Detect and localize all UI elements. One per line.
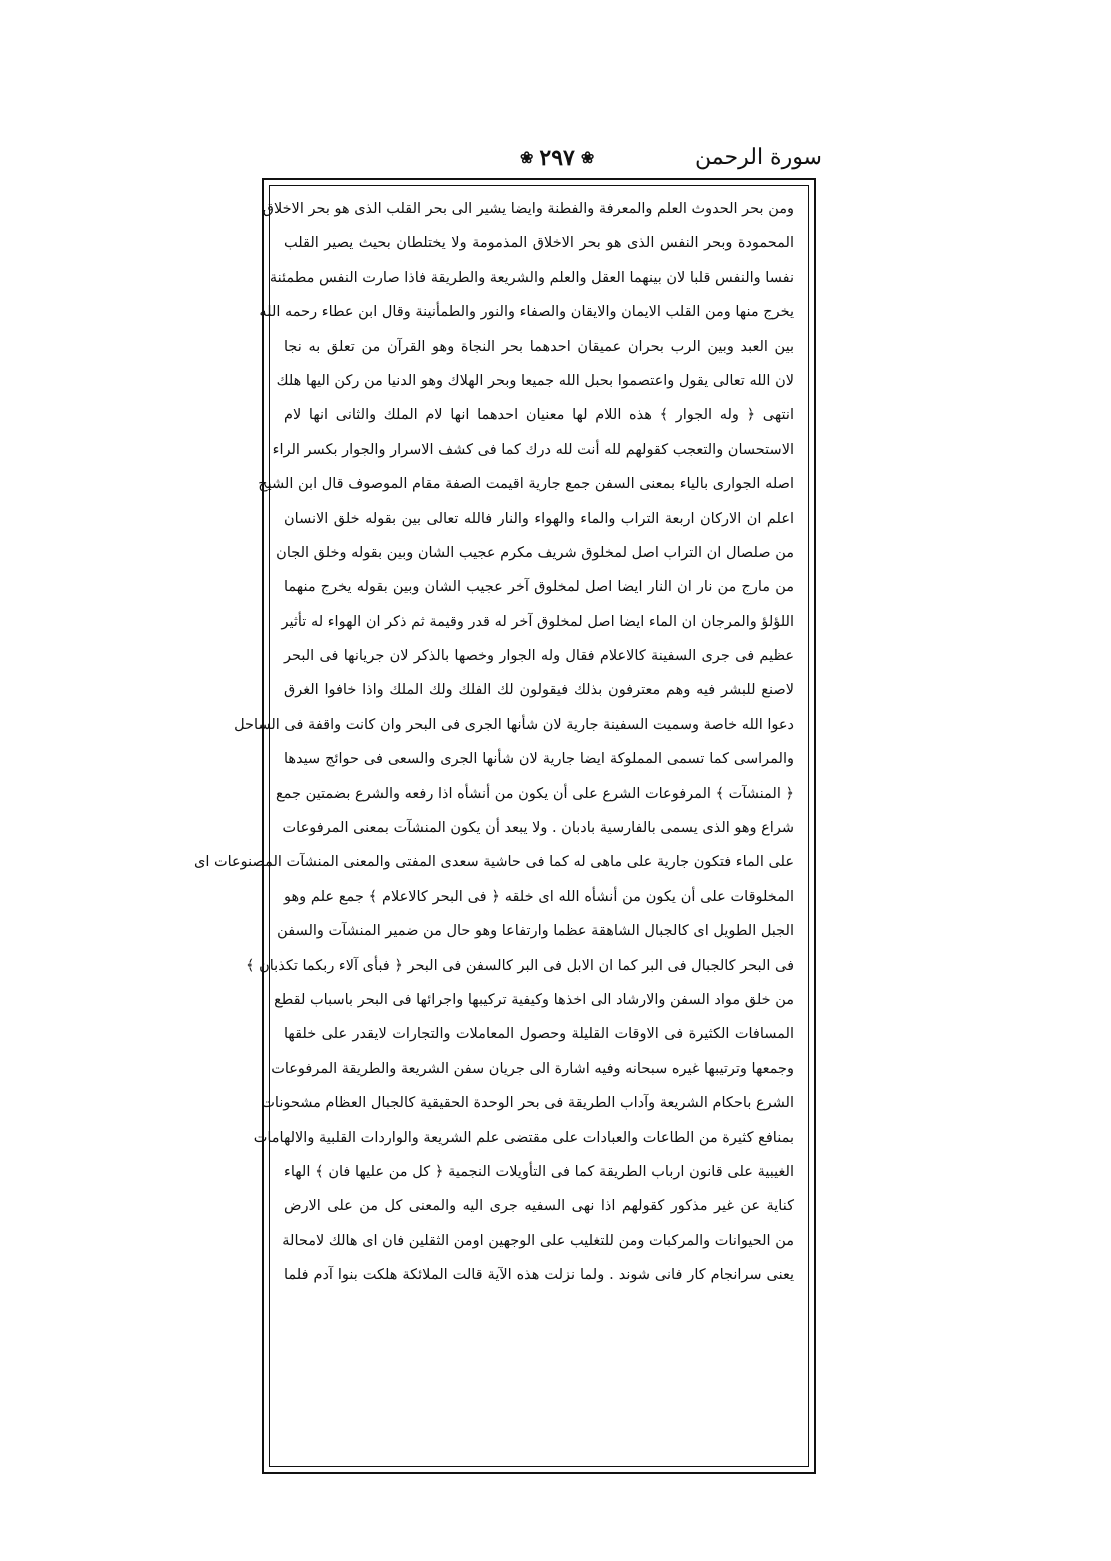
text-line: الغيبية على قانون ارباب الطريقة كما فى التأويلات النجمية ﴿ كل من عليها فان ﴾ الهاء [284, 1163, 794, 1180]
text-line: المسافات الكثيرة فى الاوقات القليلة وحصول المعاملات والتجارات لايقدر على خلقها [284, 1026, 794, 1043]
text-line: من الحيوانات والمركبات ومن للتغليب على الوجهين اومن الثقلين فان اى هالك لامحالة [282, 1232, 794, 1249]
text-line: انتهى ﴿ وله الجوار ﴾ هذه اللام لها معنيان احدهما انها لام الملك والثانى انها لام [284, 407, 794, 424]
text-line: بين العبد وبين الرب بحران عميقان احدهما بحر النجاة وهو القرآن من تعلق به نجا [284, 338, 794, 355]
text-line: من مارج من نار ان النار ايضا اصل لمخلوق آخر عجيب الشان وبين بقوله يخرج منهما [284, 579, 794, 596]
text-line: على الماء فتكون جارية على ماهى له كما فى حاشية سعدى المفتى والمعنى المنشآت المصنوعات اى [193, 854, 794, 871]
text-line: فى البحر كالجبال فى البر كما ان الابل فى البر كالسفن فى البحر ﴿ فبأى آلاء ربكما تكذبان ﴾ [246, 957, 794, 974]
surah-title: سورة الرحمن [695, 145, 822, 170]
text-line: اللؤلؤ والمرجان ان الماء ايضا اصل لمخلوق آخر له قدر وقيمة ثم ذكر ان الهواء له تأثير [281, 613, 794, 630]
text-line: المحمودة وبحر النفس الذى هو بحر الاخلاق المذمومة ولا يختلطان بحيث يصير القلب [284, 235, 794, 252]
text-line: ومن بحر الحدوث العلم والمعرفة والفطنة وايضا يشير الى بحر القلب الذى هو بحر الاخلاق [262, 201, 794, 217]
ornament-left-icon: ❀ [520, 148, 534, 167]
text-line: نفسا والنفس قلبا لان بينهما العقل والعلم والشريعة والطريقة فاذا صارت النفس مطمئنة [269, 269, 794, 286]
text-line: كناية عن غير مذكور كقولهم اذا نهى السفيه جرى اليه والمعنى كل من على الارض [284, 1198, 794, 1215]
page-number: ٢٩٧ [539, 145, 575, 171]
text-line: يخرج منها ومن القلب الايمان والايقان والصفاء والنور والطمأنينة وقال ابن عطاء رحمه الله [259, 304, 794, 321]
text-line: بمنافع كثيرة من الطاعات والعبادات على مقتضى علم الشريعة والواردات القلبية والالهامات [253, 1129, 794, 1146]
text-line: يعنى سرانجام كار فانى شوند . ولما نزلت هذه الآية قالت الملائكة هلكت بنوا آدم فلما [284, 1267, 794, 1284]
text-line: الاستحسان والتعجب كقولهم لله أنت لله درك كما فى كشف الاسرار والجوار بكسر الراء [272, 441, 794, 458]
text-line: الشرع باحكام الشريعة وآداب الطريقة فى بحر الوحدة الحقيقية كالجبال العظام مشحونات [261, 1095, 794, 1112]
text-line: ﴿ المنشآت ﴾ المرفوعات الشرع على أن يكون من أنشأه اذا رفعه والشرع بضمتين جمع [275, 785, 794, 802]
text-line: اعلم ان الاركان اربعة التراب والماء والهواء والنار فالله تعالى بين بقوله خلق الانسان [284, 510, 794, 527]
text-line: من صلصال ان التراب اصل لمخلوق شريف مكرم عجيب الشان وبين بقوله وخلق الجان [276, 544, 794, 561]
ornament-right-icon: ❀ [580, 148, 595, 167]
text-frame-inner [193, 185, 809, 1467]
page-number-group [520, 140, 594, 176]
page-header [262, 140, 822, 176]
text-line: لاصنع للبشر فيه وهم معترفون بذلك فيقولون لك الفلك ولك الملك واذا خافوا الغرق [284, 682, 794, 699]
text-line: اصله الجوارى بالياء بمعنى السفن جمع جارية اقيمت الصفة مقام الموصوف قال ابن الشيخ [258, 476, 794, 493]
text-frame [193, 178, 816, 1474]
text-column [193, 192, 794, 1460]
text-line: وجمعها وترتيبها غيره سبحانه وفيه اشارة الى جريان سفن الشريعة والطريقة المرفوعات [271, 1060, 794, 1077]
text-line: والمراسى كما تسمى المملوكة ايضا جارية لان شأنها الجرى والسعى فى حوائج سيدها [284, 751, 794, 768]
text-line: الجبل الطويل اى كالجبال الشاهقة عظما وارتفاعا وهو حال من ضمير المنشآت والسفن [277, 923, 794, 940]
text-line: لان الله تعالى يقول واعتصموا بحبل الله جميعا وبحر الهلاك وهو الدنيا من ركن اليها هلك [276, 372, 794, 389]
text-line: شراع وهو الذى يسمى بالفارسية بادبان . ولا يبعد أن يكون المنشآت بمعنى المرفوعات [282, 820, 794, 837]
text-line: عظيم فى جرى السفينة كالاعلام فقال وله الجوار وخصها بالذكر لان جريانها فى البحر [284, 648, 794, 665]
text-line: من خلق مواد السفن والارشاد الى اخذها وكيفية تركيبها واجرائها فى البحر باسباب لقطع [274, 991, 794, 1008]
text-line: دعوا الله خاصة وسميت السفينة جارية لان شأنها الجرى فى البحر وان كانت واقفة فى الساحل [234, 716, 794, 733]
text-line: المخلوقات على أن يكون من أنشأه الله اى خلقه ﴿ فى البحر كالاعلام ﴾ جمع علم وهو [284, 888, 794, 905]
